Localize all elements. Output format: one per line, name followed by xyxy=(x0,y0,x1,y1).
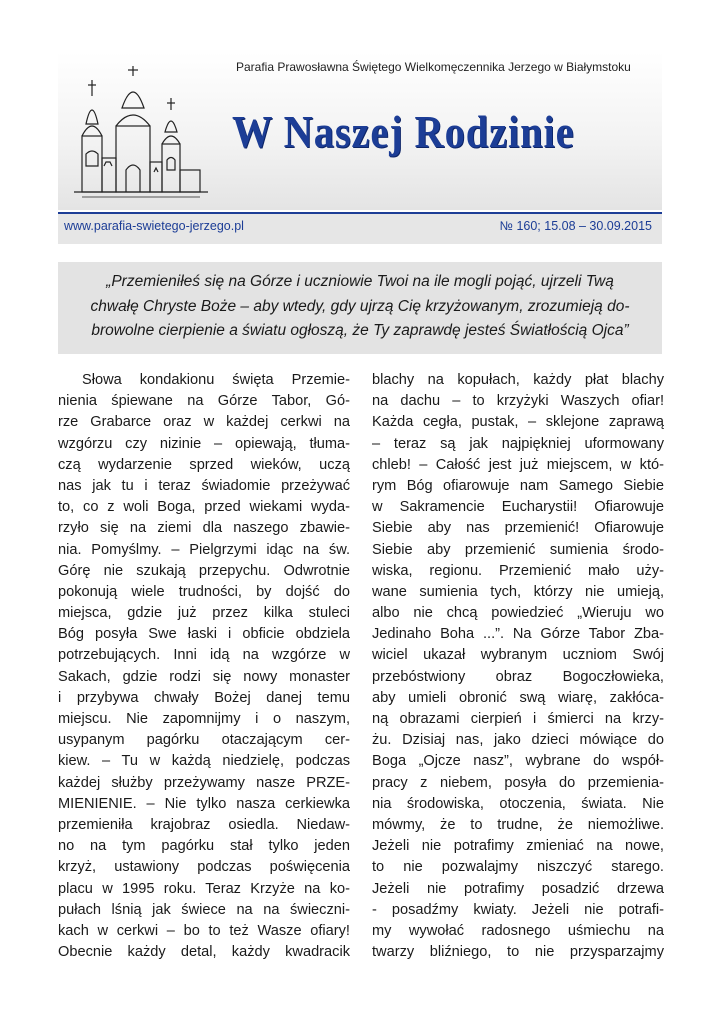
epigraph-quote xyxy=(62,270,658,344)
text-line: - posadźmy kwiaty. Jeżeli nie potrafi- xyxy=(372,901,664,918)
text-line: nia. Pomyślmy. – Pielgrzymi idąc na św. xyxy=(58,541,350,558)
text-line: każdej służby przeżywamy nasze PRZE- xyxy=(58,774,350,791)
text-line: my wywołać radosnego uśmiechu na xyxy=(372,922,664,939)
text-line: Siebie aby przemienić sumienia środo- xyxy=(372,541,664,558)
text-line: nienia śpiewane na Górze Tabor, Gó- xyxy=(58,393,350,410)
text-line: blachy na kopułach, każdy płat blachy xyxy=(372,372,664,388)
text-line: wiciel ukazał wybranym uczniom Swój xyxy=(372,647,664,664)
text-line: rzyło się na ziemi dla naszego zbawie- xyxy=(58,520,350,537)
parish-name: Parafia Prawosławna Świętego Wielkomęczennika Jerzego w Białymstoku xyxy=(236,60,631,74)
text-line: usypanym pagórku otaczającym cer- xyxy=(58,732,350,749)
text-line: przemieniła krajobraz osiedla. Niedaw- xyxy=(58,816,350,833)
text-line: miejscu. Nie zapomnijmy i o naszym, xyxy=(58,711,350,727)
text-line: w Sakramencie Eucharystii! Ofiarowuje xyxy=(372,499,664,516)
text-line: Jeżeli nie potrafimy zmieniać na nowe, xyxy=(372,838,664,855)
text-line: Sakach, gdzie rodzi się nowy monaster xyxy=(58,668,350,685)
text-line: pracy z niebem, posyła do przemienia- xyxy=(372,774,664,791)
text-line: to, co z woli Boga, przed wiekami wyda- xyxy=(58,499,350,516)
quote-line: „Przemieniłeś się na Górze i uczniowie Twoi na ile mogli pojąć, ujrzeli Twą xyxy=(106,273,614,290)
text-line: wzgórzu czy nizinie – opiewają, tłuma- xyxy=(58,435,350,452)
text-line: kiew. – Tu w każdą niedzielę, podczas xyxy=(58,753,350,770)
text-line: czą wydarzenie sprzed wieków, uczą xyxy=(58,456,350,473)
text-line: potrzebujących. Inni idą na wzgórze w xyxy=(58,647,350,664)
text-line: placu w 1995 roku. Teraz Krzyże na ko- xyxy=(58,880,350,897)
text-line: no na tym pagórku stał tylko jeden xyxy=(58,838,350,855)
text-line: miejsca, gdzie już przez kilka stuleci xyxy=(58,605,350,622)
text-line: kach w cerkwi – bo to też Wasze ofiary! xyxy=(58,922,350,939)
text-line: MIENIENIE. – Nie tylko nasza cerkiewka xyxy=(58,795,350,812)
text-line: Jeżeli nie potrafimy posadzić drzewa xyxy=(372,880,664,897)
newsletter-title: W Naszej Rodzinie xyxy=(232,106,575,157)
text-line: Bóg posyła Swe łaski i obficie obdziela xyxy=(58,626,350,643)
text-line: twarzy bliźniego, to nie przysparzajmy xyxy=(372,944,664,961)
text-line: i przybywa chwały Bożej danej temu xyxy=(58,689,350,706)
text-line: Każda cegła, pustak, – sklejone zaprawą xyxy=(372,414,664,431)
text-line: Siebie aby nas przemienić! Ofiarowuje xyxy=(372,520,664,537)
quote-line: browolne cierpienie a światu ogłoszą, że Ty zaprawdę jesteś Światłością Ojca” xyxy=(91,322,629,339)
text-line: żu. Dzisiaj nas, jako dzieci mówiące do xyxy=(372,732,664,749)
text-line: pułach lśnią jak świece na na świeczni- xyxy=(58,901,350,918)
text-line: ną obrazami cierpień i śmierci na krzy- xyxy=(372,711,664,727)
quote-line: chwałę Chryste Boże – aby wtedy, gdy ujrzą Cię krzyżowanym, zrozumieją do- xyxy=(90,297,630,315)
text-line: wiska, regionu. Przemienić mało uży- xyxy=(372,562,664,579)
text-line: Górę nie szukają przepychu. Odwrotnie xyxy=(58,562,350,579)
text-line: rze Grabarce oraz w każdej cerkwi na xyxy=(58,414,350,431)
text-line: przebóstwiony obraz Bogoczłowieka, xyxy=(372,668,664,685)
article-column-left xyxy=(58,370,350,963)
text-line: wane sumienia tych, którzy nie umieją, xyxy=(372,583,664,600)
text-line: pokonują wiele trudności, by dojść do xyxy=(58,583,350,600)
text-line: albo nie chcą powiedzieć „Wieruju wo xyxy=(372,605,664,622)
text-line: – teraz są jak najpiękniej uformowany xyxy=(372,435,664,452)
website-link[interactable]: www.parafia-swietego-jerzego.pl xyxy=(64,219,244,233)
text-line: mówmy, że to trudne, że niemożliwe. xyxy=(372,816,664,833)
text-line: Słowa kondakionu święta Przemie- xyxy=(82,372,350,388)
text-line: rym Bóg ofiarowuje nam Samego Siebie xyxy=(372,477,664,494)
text-line: Jedinaho Boha ...”. Na Górze Tabor Zba- xyxy=(372,626,664,643)
issue-number: № 160; 15.08 – 30.09.2015 xyxy=(499,219,652,233)
text-line: nas jak tu i teraz świadomie przeżywać xyxy=(58,477,350,494)
text-line: Obecnie każdy detal, każdy kwadracik xyxy=(58,944,350,961)
text-line: aby umieli obronić swą wiarę, zakłóca- xyxy=(372,689,664,706)
text-line: na dachu – to krzyżyki Waszych ofiar! xyxy=(372,393,664,410)
church-illustration xyxy=(72,66,210,202)
text-line: to nie pozwalajmy niszczyć starego. xyxy=(372,859,664,876)
article-column-right xyxy=(372,370,664,963)
text-line: chleb! – Całość jest już miejscem, w któ- xyxy=(372,456,664,473)
text-line: nia środowiska, otoczenia, świata. Nie xyxy=(372,795,664,812)
text-line: Boga „Ojcze nasz”, wybrane do współ- xyxy=(372,753,664,770)
text-line: krzyż, ustawiony podczas poświęcenia xyxy=(58,859,350,876)
